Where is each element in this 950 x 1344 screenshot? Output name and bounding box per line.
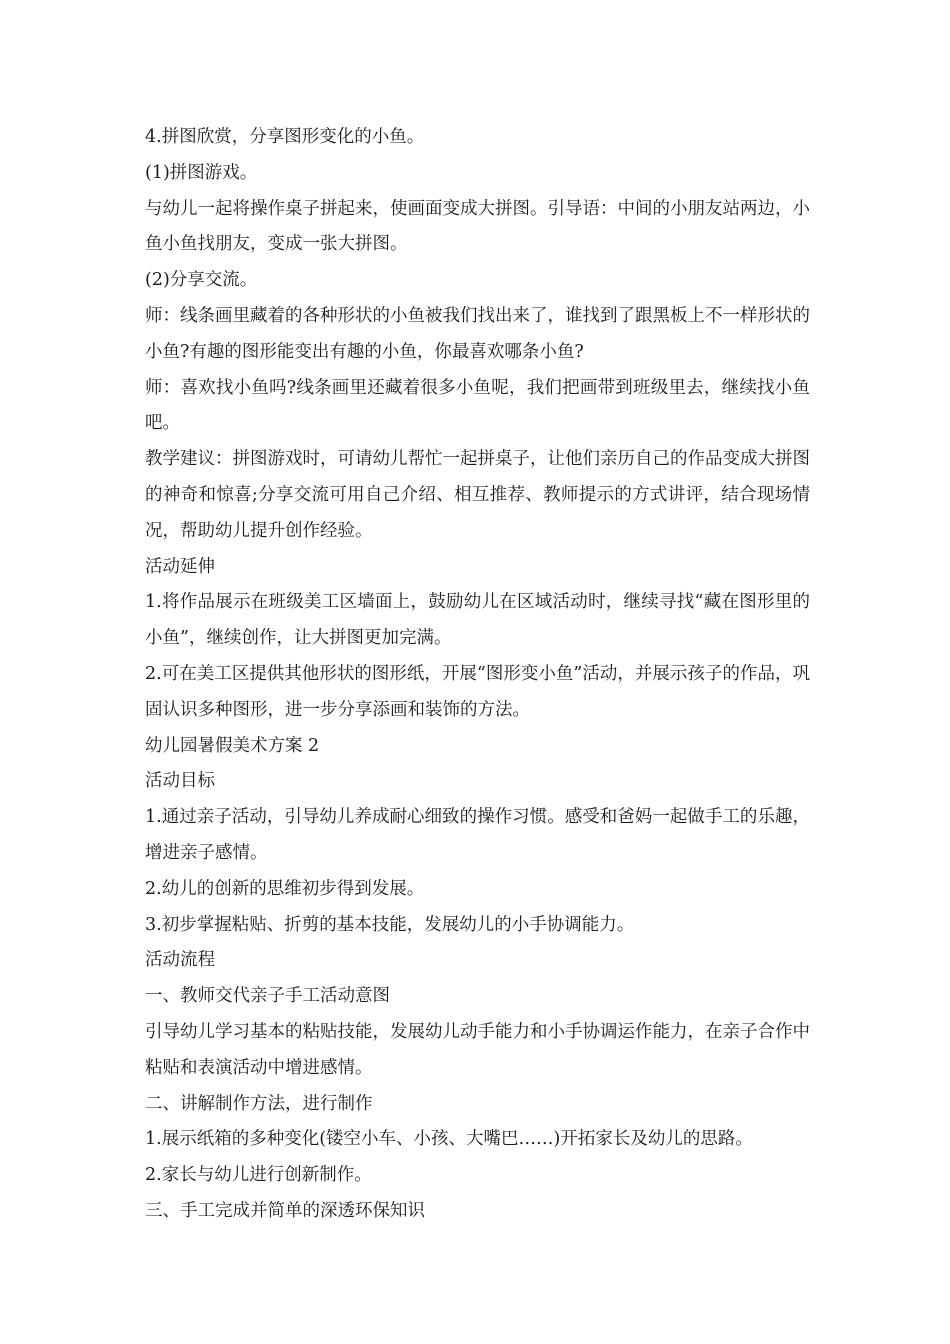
paragraph-goal-3: 3.初步掌握粘贴、折剪的基本技能，发展幼儿的小手协调能力。	[145, 914, 635, 935]
paragraph-goal-2: 2.幼儿的创新的思维初步得到发展。	[145, 878, 425, 899]
heading-process-2: 二、讲解制作方法，进行制作	[145, 1093, 373, 1114]
document-body	[145, 120, 810, 1230]
heading-plan-2: 幼儿园暑假美术方案 2	[145, 735, 320, 756]
paragraph-teacher-question-1: 师：线条画里藏着的各种形状的小鱼被我们找出来了，谁找到了跟黑板上不一样形状的小鱼?有趣的图形能变出有趣的小鱼，你最喜欢哪条小鱼?	[145, 305, 810, 362]
paragraph-puzzle-guidance: 与幼儿一起将操作桌子拼起来，使画面变成大拼图。引导语：中间的小朋友站两边，小鱼小鱼找朋友，变成一张大拼图。	[145, 198, 810, 255]
paragraph-extension-1: 1.将作品展示在班级美工区墙面上，鼓励幼儿在区域活动时，继续寻找“藏在图形里的小鱼”，继续创作，让大拼图更加完满。	[145, 592, 810, 649]
paragraph-puzzle-game: (1)拼图游戏。	[145, 162, 258, 183]
paragraph-step-4-title: 4.拼图欣赏，分享图形变化的小鱼。	[145, 127, 425, 147]
heading-activity-goals: 活动目标	[145, 771, 215, 792]
heading-activity-extension: 活动延伸	[145, 556, 215, 577]
heading-process-1: 一、教师交代亲子手工活动意图	[145, 986, 390, 1007]
heading-process-3: 三、手工完成并简单的深透环保知识	[145, 1200, 425, 1221]
paragraph-teacher-question-2: 师：喜欢找小鱼吗?线条画里还藏着很多小鱼呢，我们把画带到班级里去，继续找小鱼吧。	[145, 377, 810, 434]
paragraph-extension-2: 2.可在美工区提供其他形状的图形纸，开展“图形变小鱼”活动，并展示孩子的作品，巩固认识多种图形，进一步分享添画和装饰的方法。	[145, 663, 810, 720]
paragraph-process-1-detail: 引导幼儿学习基本的粘贴技能，发展幼儿动手能力和小手协调运作能力，在亲子合作中粘贴和表演活动中增进感情。	[145, 1021, 810, 1078]
paragraph-process-2-step-1: 1.展示纸箱的多种变化(镂空小车、小孩、大嘴巴……)开拓家长及幼儿的思路。	[145, 1129, 753, 1150]
paragraph-share-exchange: (2)分享交流。	[145, 270, 258, 291]
paragraph-process-2-step-2: 2.家长与幼儿进行创新制作。	[145, 1165, 372, 1186]
paragraph-goal-1: 1.通过亲子活动，引导幼儿养成耐心细致的操作习惯。感受和爸妈一起做手工的乐趣，增进亲子感情。	[145, 807, 810, 863]
heading-activity-process: 活动流程	[145, 950, 215, 971]
paragraph-teaching-suggestion: 教学建议：拼图游戏时，可请幼儿帮忙一起拼桌子，让他们亲历自己的作品变成大拼图的神奇和惊喜;分享交流可用自己介绍、相互推荐、教师提示的方式讲评，结合现场情况，帮助幼儿提升创作经验。	[145, 449, 810, 541]
